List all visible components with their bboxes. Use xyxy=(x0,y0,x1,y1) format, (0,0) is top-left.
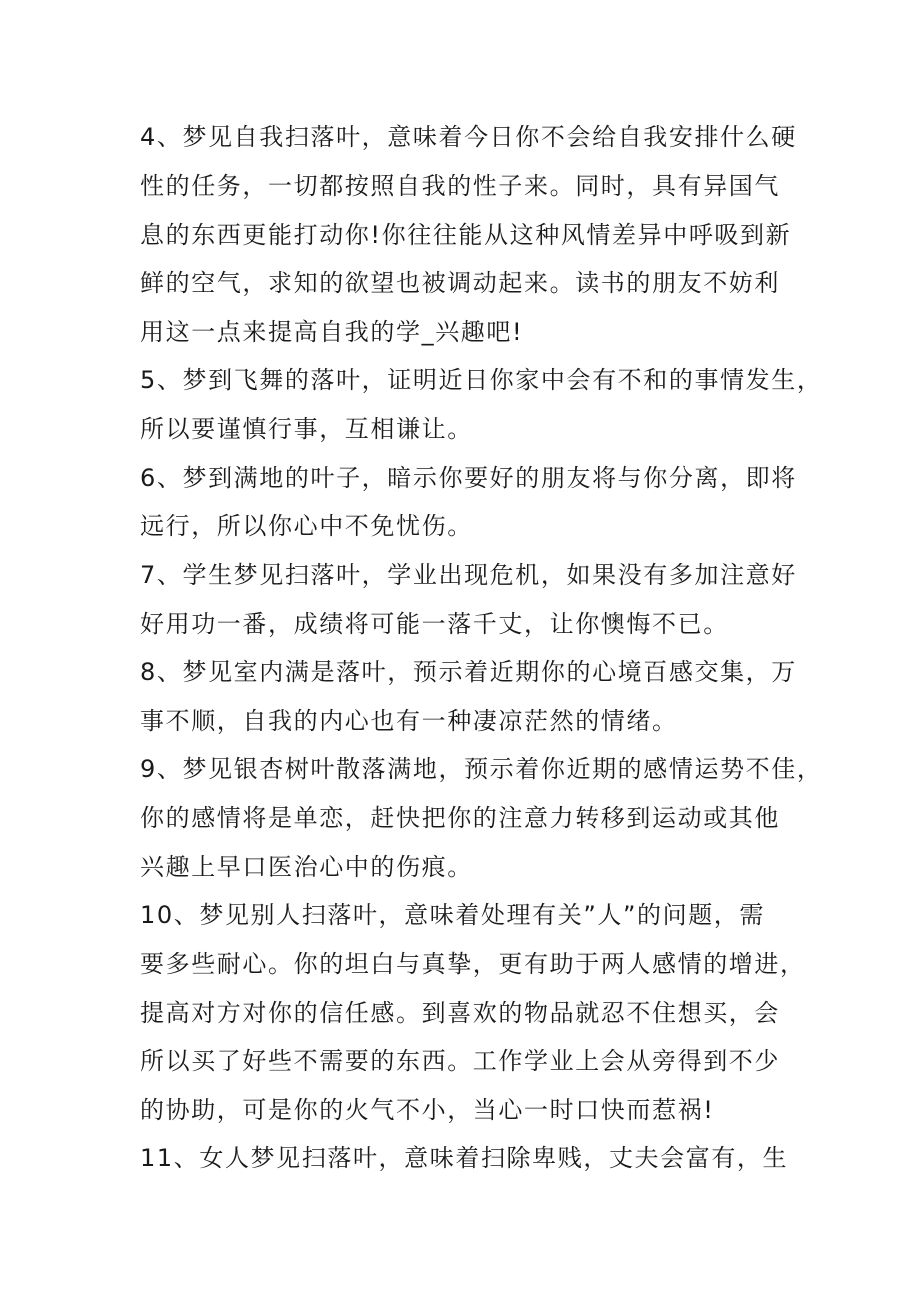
text-line: 所以要谨慎行事，互相谦让。 xyxy=(140,415,473,443)
text-line: 要多些耐心。你的坦白与真挚，更有助于两人感情的增进， xyxy=(140,950,806,978)
text-line: 9、梦见银杏树叶散落满地，预示着你近期的感情运势不佳， xyxy=(140,755,823,783)
text-line: 7、学生梦见扫落叶，学业出现危机，如果没有多加注意好 xyxy=(140,561,797,589)
text-line: 事不顺，自我的内心也有一种凄凉茫然的情绪。 xyxy=(140,707,678,735)
text-line: 的协助，可是你的火气不小，当心一时口快而惹祸! xyxy=(140,1096,715,1124)
text-line: 息的东西更能打动你!你往往能从这种风情差异中呼吸到新 xyxy=(140,221,792,249)
text-line: 提高对方对你的信任感。到喜欢的物品就忍不住想买，会 xyxy=(140,999,780,1027)
text-line: 兴趣上早口医治心中的伤痕。 xyxy=(140,853,473,881)
text-line: 10、梦见别人扫落叶，意味着处理有关”人”的问题，需 xyxy=(140,901,766,929)
text-line: 所以买了好些不需要的东西。工作学业上会从旁得到不少 xyxy=(140,1047,780,1075)
text-line: 好用功一番，成绩将可能一落千丈，让你懊悔不已。 xyxy=(140,610,729,638)
text-line: 8、梦见室内满是落叶，预示着近期你的心境百感交集，万 xyxy=(140,658,797,686)
text-line: 4、梦见自我扫落叶，意味着今日你不会给自我安排什么硬 xyxy=(140,123,797,151)
text-line: 6、梦到满地的叶子，暗示你要好的朋友将与你分离，即将 xyxy=(140,464,797,492)
text-line: 你的感情将是单恋，赶快把你的注意力转移到运动或其他 xyxy=(140,804,780,832)
text-line: 鲜的空气，求知的欲望也被调动起来。读书的朋友不妨利 xyxy=(140,269,780,297)
text-line: 11、女人梦见扫落叶，意味着扫除卑贱，丈夫会富有，生 xyxy=(140,1144,789,1172)
text-line: 5、梦到飞舞的落叶，证明近日你家中会有不和的事情发生， xyxy=(140,366,823,394)
text-line: 用这一点来提高自我的学_兴趣吧! xyxy=(140,318,524,346)
text-line: 远行，所以你心中不免忧伤。 xyxy=(140,512,473,540)
text-line: 性的任务，一切都按照自我的性子来。同时，具有异国气 xyxy=(140,172,780,200)
